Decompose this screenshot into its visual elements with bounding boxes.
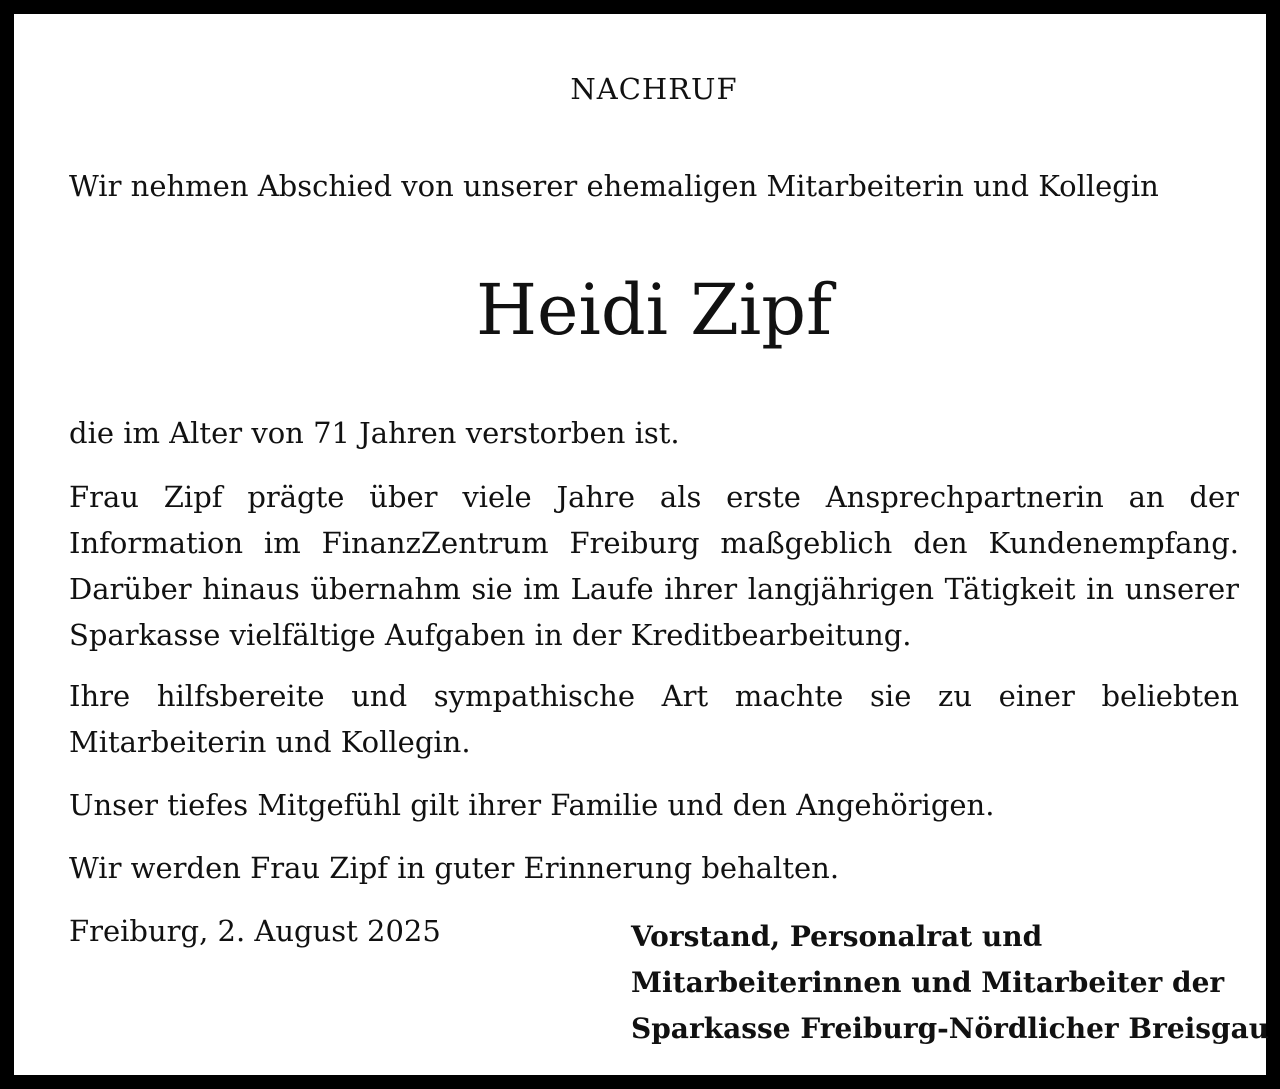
paragraph-character: Ihre hilfsbereite und sympathische Art machte sie zu einer beliebten Mitarbeiterin und Kollegin. [69, 679, 1239, 759]
paragraph-condolences: Unser tiefes Mitgefühl gilt ihrer Familie und den Angehörigen. [69, 788, 995, 822]
paragraph-remembrance: Wir werden Frau Zipf in guter Erinnerung behalten. [69, 851, 840, 885]
signature-line: Mitarbeiterinnen und Mitarbeiter der [631, 966, 1225, 999]
signature-line: Vorstand, Personalrat und [631, 920, 1043, 953]
deceased-name: Heidi Zipf [475, 269, 833, 351]
signature-line: Sparkasse Freiburg-Nördlicher Breisgau [631, 1012, 1270, 1045]
paragraph-age: die im Alter von 71 Jahren verstorben ist. [69, 416, 680, 450]
intro-text: Wir nehmen Abschied von unserer ehemaligen Mitarbeiterin und Kollegin [69, 169, 1159, 203]
paragraph-career: Frau Zipf prägte über viele Jahre als erste Ansprechpartnerin an der Information im FinanzZentrum Freiburg maßgeblich den Kundenempfang. Darüber hinaus übernahm sie im Laufe ihrer langjährigen Tätigkeit in unserer Sparkasse vielfältige Aufgaben in der Kreditbearbeitung. [69, 480, 1239, 652]
place-date: Freiburg, 2. August 2025 [69, 914, 441, 948]
signature-block [631, 914, 1269, 1052]
notice-heading: NACHRUF [570, 72, 738, 106]
